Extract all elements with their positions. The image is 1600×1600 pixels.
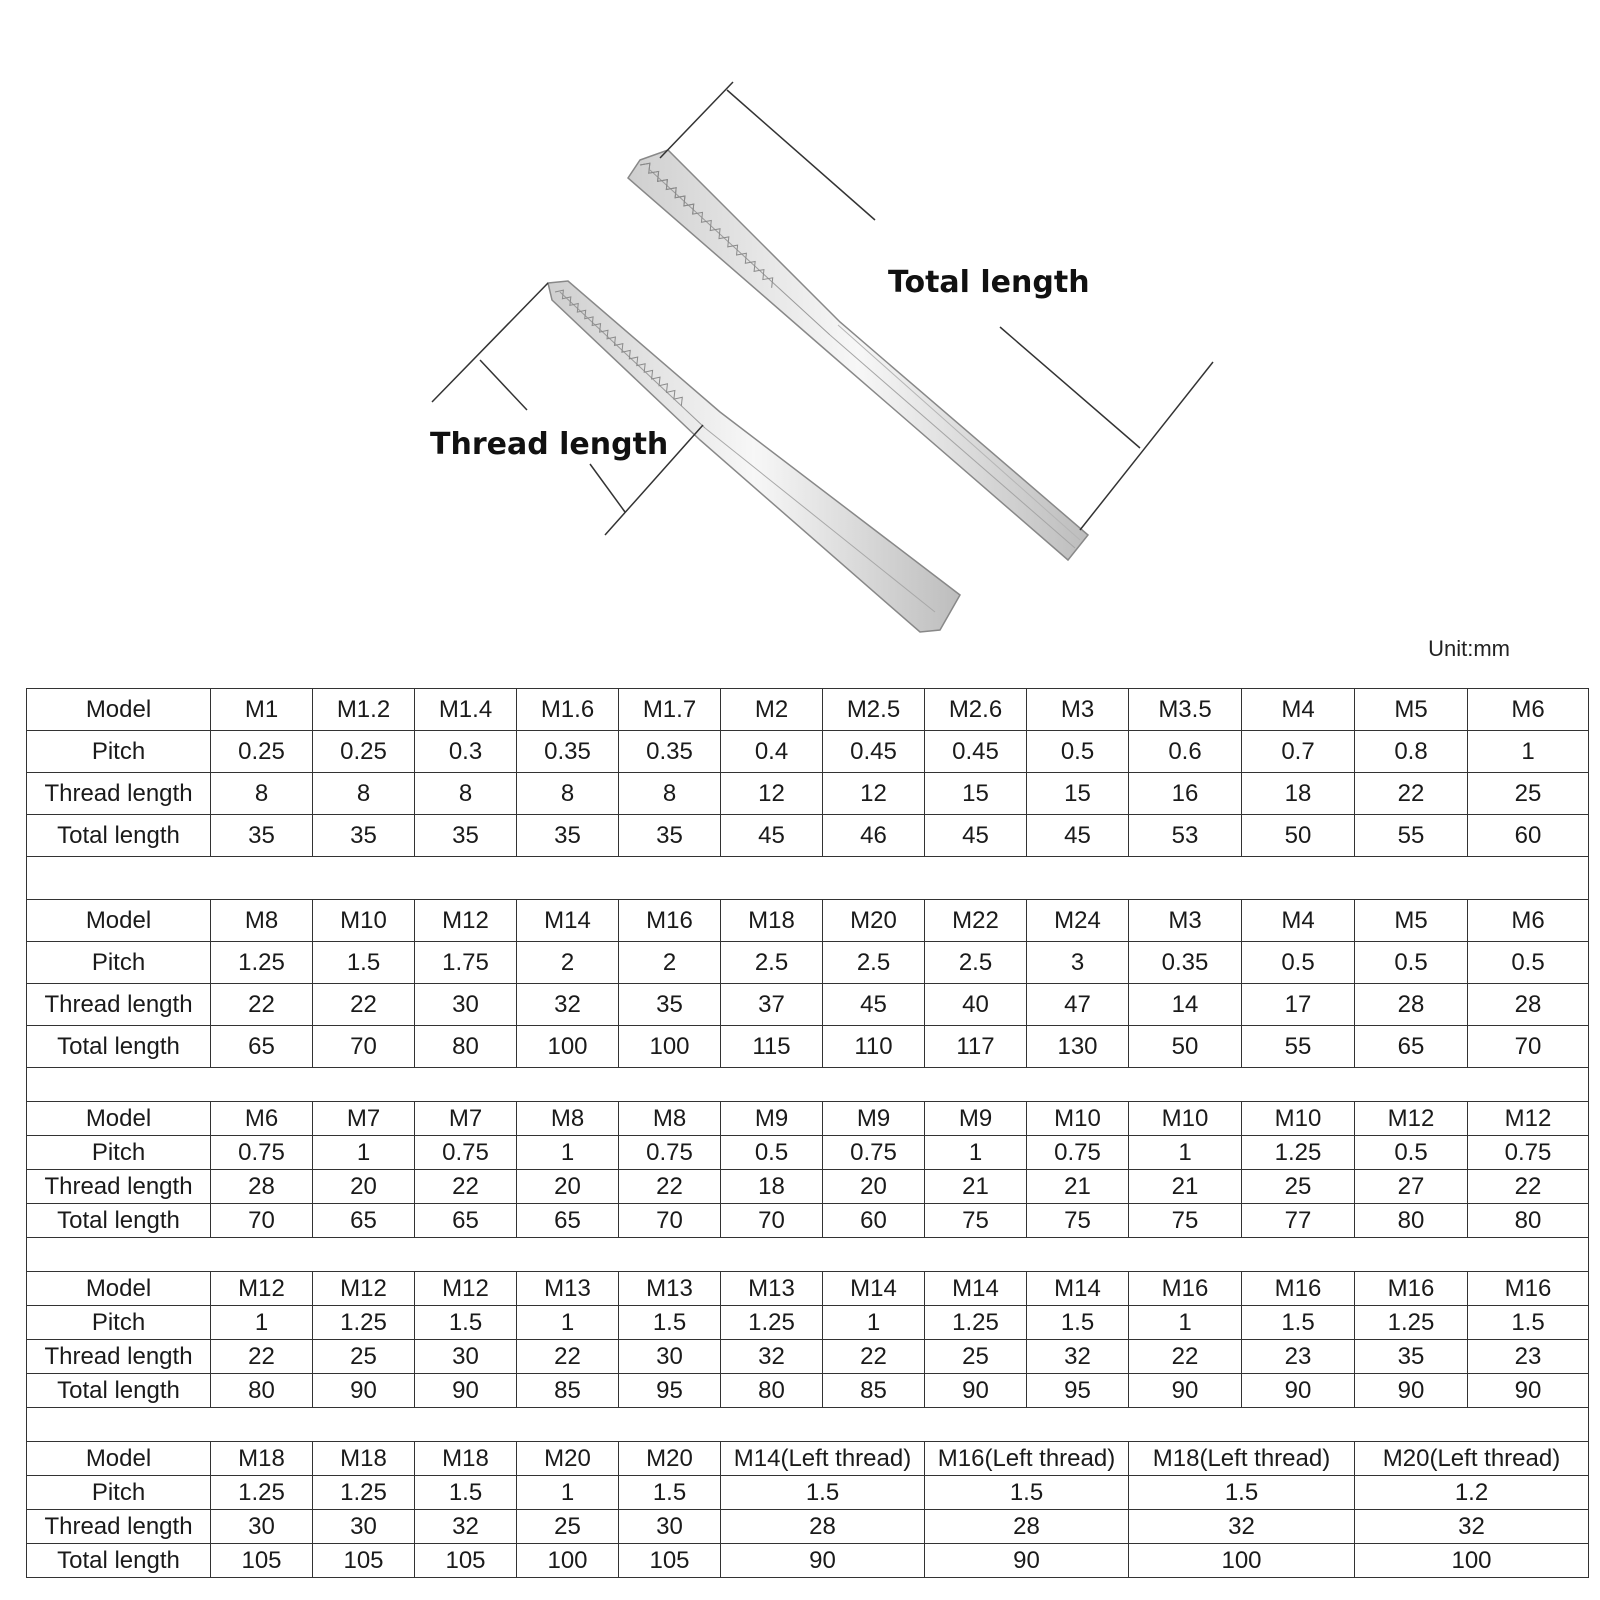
cell-model: M14: [823, 1272, 925, 1306]
cell-thread: 30: [313, 1510, 415, 1544]
cell-model: M18(Left thread): [1129, 1442, 1355, 1476]
cell-pitch: 0.75: [1027, 1136, 1129, 1170]
cell-total: 90: [925, 1374, 1027, 1408]
cell-thread: 25: [1242, 1170, 1355, 1204]
cell-model: M7: [313, 1102, 415, 1136]
cell-total: 35: [415, 815, 517, 857]
cell-total: 100: [517, 1026, 619, 1068]
cell-total: 105: [211, 1544, 313, 1578]
cell-model: M9: [721, 1102, 823, 1136]
cell-model: M12: [1355, 1102, 1468, 1136]
cell-total: 70: [721, 1204, 823, 1238]
cell-model: M18: [721, 900, 823, 942]
cell-total: 53: [1129, 815, 1242, 857]
row-label-thread: Thread length: [27, 773, 211, 815]
cell-total: 95: [1027, 1374, 1129, 1408]
cell-thread: 25: [313, 1340, 415, 1374]
cell-pitch: 1.5: [415, 1476, 517, 1510]
cell-total: 80: [721, 1374, 823, 1408]
cell-model: M22: [925, 900, 1027, 942]
cell-pitch: 1.5: [721, 1476, 925, 1510]
spec-row-total: [27, 815, 1589, 857]
cell-pitch: 1: [1129, 1306, 1242, 1340]
cell-pitch: 2.5: [823, 942, 925, 984]
spec-row-pitch: [27, 942, 1589, 984]
cell-model: M4: [1242, 689, 1355, 731]
cell-model: M3: [1129, 900, 1242, 942]
cell-pitch: 0.8: [1355, 731, 1468, 773]
cell-total: 105: [415, 1544, 517, 1578]
cell-pitch: 0.45: [823, 731, 925, 773]
cell-total: 90: [721, 1544, 925, 1578]
cell-pitch: 1: [517, 1306, 619, 1340]
cell-model: M10: [1242, 1102, 1355, 1136]
cell-thread: 16: [1129, 773, 1242, 815]
cell-thread: 22: [1129, 1340, 1242, 1374]
cell-thread: 22: [211, 1340, 313, 1374]
cell-pitch: 1: [211, 1306, 313, 1340]
cell-total: 85: [823, 1374, 925, 1408]
spec-table: [26, 688, 1589, 1578]
cell-pitch: 1.25: [721, 1306, 823, 1340]
cell-thread: 8: [211, 773, 313, 815]
cell-pitch: 2.5: [721, 942, 823, 984]
separator-cell: [27, 1408, 1589, 1442]
cell-thread: 18: [1242, 773, 1355, 815]
cell-pitch: 0.5: [1027, 731, 1129, 773]
cell-model: M10: [313, 900, 415, 942]
cell-thread: 27: [1355, 1170, 1468, 1204]
cell-thread: 12: [823, 773, 925, 815]
cell-thread: 37: [721, 984, 823, 1026]
cell-thread: 25: [925, 1340, 1027, 1374]
cell-model: M1.6: [517, 689, 619, 731]
cell-total: 45: [925, 815, 1027, 857]
cell-thread: 22: [415, 1170, 517, 1204]
row-label-total: Total length: [27, 815, 211, 857]
group-separator: [27, 1408, 1589, 1442]
cell-thread: 32: [1129, 1510, 1355, 1544]
cell-pitch: 0.25: [313, 731, 415, 773]
cell-thread: 22: [1468, 1170, 1589, 1204]
cell-total: 80: [415, 1026, 517, 1068]
cell-thread: 32: [721, 1340, 823, 1374]
cell-pitch: 1: [517, 1476, 619, 1510]
cell-pitch: 1.5: [313, 942, 415, 984]
cell-model: M7: [415, 1102, 517, 1136]
spec-row-total: [27, 1204, 1589, 1238]
cell-pitch: 1.75: [415, 942, 517, 984]
cell-model: M2.6: [925, 689, 1027, 731]
spec-row-total: [27, 1026, 1589, 1068]
unit-label: Unit:mm: [1428, 636, 1510, 661]
cell-pitch: 1.25: [925, 1306, 1027, 1340]
cell-total: 90: [1129, 1374, 1242, 1408]
cell-model: M14: [517, 900, 619, 942]
cell-total: 80: [1468, 1204, 1589, 1238]
cell-pitch: 2: [619, 942, 721, 984]
cell-total: 35: [313, 815, 415, 857]
cell-thread: 15: [1027, 773, 1129, 815]
cell-thread: 23: [1468, 1340, 1589, 1374]
cell-total: 65: [313, 1204, 415, 1238]
row-label-thread: Thread length: [27, 984, 211, 1026]
thread-length-label: Thread length: [430, 427, 669, 462]
cell-model: M20(Left thread): [1355, 1442, 1589, 1476]
cell-model: M2: [721, 689, 823, 731]
row-label-total: Total length: [27, 1544, 211, 1578]
cell-pitch: 0.25: [211, 731, 313, 773]
spec-row-model: [27, 1102, 1589, 1136]
cell-pitch: 1.25: [313, 1476, 415, 1510]
cell-total: 75: [1129, 1204, 1242, 1238]
row-label-model: Model: [27, 689, 211, 731]
cell-model: M8: [517, 1102, 619, 1136]
cell-model: M14: [1027, 1272, 1129, 1306]
cell-total: 70: [313, 1026, 415, 1068]
cell-thread: 30: [415, 984, 517, 1026]
separator-cell: [27, 1238, 1589, 1272]
cell-pitch: 0.6: [1129, 731, 1242, 773]
cell-total: 90: [1242, 1374, 1355, 1408]
cell-model: M16: [1468, 1272, 1589, 1306]
cell-thread: 21: [1027, 1170, 1129, 1204]
cell-total: 90: [415, 1374, 517, 1408]
cell-thread: 32: [415, 1510, 517, 1544]
spec-row-model: [27, 900, 1589, 942]
cell-pitch: 1.25: [211, 942, 313, 984]
cell-total: 45: [1027, 815, 1129, 857]
cell-total: 90: [1468, 1374, 1589, 1408]
spec-row-thread: [27, 1170, 1589, 1204]
cell-thread: 8: [415, 773, 517, 815]
cell-total: 55: [1242, 1026, 1355, 1068]
group-separator: [27, 857, 1589, 900]
cell-thread: 22: [211, 984, 313, 1026]
spec-row-total: [27, 1374, 1589, 1408]
cell-pitch: 1.5: [415, 1306, 517, 1340]
cell-pitch: 0.45: [925, 731, 1027, 773]
cell-pitch: 1.25: [1242, 1136, 1355, 1170]
cell-thread: 21: [925, 1170, 1027, 1204]
spec-row-thread: [27, 984, 1589, 1026]
row-label-total: Total length: [27, 1026, 211, 1068]
cell-thread: 28: [1355, 984, 1468, 1026]
cell-model: M12: [415, 900, 517, 942]
cell-thread: 30: [211, 1510, 313, 1544]
cell-model: M6: [1468, 900, 1589, 942]
cell-thread: 45: [823, 984, 925, 1026]
cell-total: 100: [517, 1544, 619, 1578]
cell-thread: 20: [823, 1170, 925, 1204]
cell-model: M9: [823, 1102, 925, 1136]
cell-thread: 30: [415, 1340, 517, 1374]
cell-model: M13: [619, 1272, 721, 1306]
cell-pitch: 2.5: [925, 942, 1027, 984]
cell-pitch: 1.25: [211, 1476, 313, 1510]
cell-pitch: 0.7: [1242, 731, 1355, 773]
row-label-thread: Thread length: [27, 1170, 211, 1204]
cell-pitch: 1.5: [1242, 1306, 1355, 1340]
cell-thread: 8: [313, 773, 415, 815]
cell-model: M5: [1355, 900, 1468, 942]
cell-model: M13: [517, 1272, 619, 1306]
cell-total: 80: [1355, 1204, 1468, 1238]
cell-thread: 32: [1355, 1510, 1589, 1544]
cell-total: 80: [211, 1374, 313, 1408]
cell-total: 46: [823, 815, 925, 857]
spec-row-model: [27, 1272, 1589, 1306]
cell-model: M3.5: [1129, 689, 1242, 731]
cell-pitch: 1.5: [1468, 1306, 1589, 1340]
cell-pitch: 0.75: [823, 1136, 925, 1170]
cell-pitch: 1.25: [313, 1306, 415, 1340]
cell-pitch: 0.75: [619, 1136, 721, 1170]
cell-pitch: 0.3: [415, 731, 517, 773]
row-label-model: Model: [27, 1272, 211, 1306]
cell-thread: 32: [517, 984, 619, 1026]
cell-thread: 32: [1027, 1340, 1129, 1374]
cell-total: 95: [619, 1374, 721, 1408]
cell-total: 65: [1355, 1026, 1468, 1068]
cell-pitch: 0.5: [1468, 942, 1589, 984]
cell-model: M3: [1027, 689, 1129, 731]
cell-total: 105: [619, 1544, 721, 1578]
cell-model: M16(Left thread): [925, 1442, 1129, 1476]
row-label-pitch: Pitch: [27, 1136, 211, 1170]
cell-model: M9: [925, 1102, 1027, 1136]
tap-illustration: [0, 0, 1600, 640]
spec-row-pitch: [27, 1306, 1589, 1340]
cell-model: M20: [517, 1442, 619, 1476]
cell-total: 50: [1242, 815, 1355, 857]
cell-pitch: 0.5: [1242, 942, 1355, 984]
cell-thread: 20: [517, 1170, 619, 1204]
cell-model: M10: [1129, 1102, 1242, 1136]
cell-model: M5: [1355, 689, 1468, 731]
cell-model: M20: [823, 900, 925, 942]
cell-thread: 25: [1468, 773, 1589, 815]
cell-thread: 21: [1129, 1170, 1242, 1204]
cell-total: 77: [1242, 1204, 1355, 1238]
cell-total: 70: [211, 1204, 313, 1238]
cell-total: 60: [1468, 815, 1589, 857]
row-label-thread: Thread length: [27, 1510, 211, 1544]
spec-row-thread: [27, 1340, 1589, 1374]
cell-thread: 8: [517, 773, 619, 815]
cell-pitch: 0.75: [1468, 1136, 1589, 1170]
cell-model: M20: [619, 1442, 721, 1476]
cell-model: M8: [619, 1102, 721, 1136]
cell-model: M10: [1027, 1102, 1129, 1136]
cell-pitch: 0.35: [517, 731, 619, 773]
cell-model: M13: [721, 1272, 823, 1306]
cell-pitch: 1.5: [925, 1476, 1129, 1510]
row-label-total: Total length: [27, 1204, 211, 1238]
cell-total: 100: [1355, 1544, 1589, 1578]
cell-model: M18: [313, 1442, 415, 1476]
cell-pitch: 1: [823, 1306, 925, 1340]
cell-thread: 17: [1242, 984, 1355, 1026]
spec-row-pitch: [27, 1136, 1589, 1170]
separator-cell: [27, 1068, 1589, 1102]
spec-row-model: [27, 1442, 1589, 1476]
cell-thread: 23: [1242, 1340, 1355, 1374]
cell-total: 70: [1468, 1026, 1589, 1068]
cell-model: M12: [313, 1272, 415, 1306]
cell-model: M2.5: [823, 689, 925, 731]
row-label-pitch: Pitch: [27, 942, 211, 984]
cell-model: M14: [925, 1272, 1027, 1306]
cell-model: M16: [1242, 1272, 1355, 1306]
cell-model: M16: [1355, 1272, 1468, 1306]
cell-model: M1.4: [415, 689, 517, 731]
cell-model: M6: [1468, 689, 1589, 731]
cell-thread: 12: [721, 773, 823, 815]
cell-pitch: 0.35: [619, 731, 721, 773]
cell-total: 60: [823, 1204, 925, 1238]
cell-thread: 40: [925, 984, 1027, 1026]
row-label-thread: Thread length: [27, 1340, 211, 1374]
cell-thread: 25: [517, 1510, 619, 1544]
cell-thread: 8: [619, 773, 721, 815]
cell-thread: 22: [1355, 773, 1468, 815]
cell-thread: 20: [313, 1170, 415, 1204]
cell-model: M1.2: [313, 689, 415, 731]
spec-row-thread: [27, 1510, 1589, 1544]
group-separator: [27, 1068, 1589, 1102]
thread-length-dimension: [432, 283, 703, 535]
cell-thread: 28: [1468, 984, 1589, 1026]
cell-model: M6: [211, 1102, 313, 1136]
cell-pitch: 1: [1129, 1136, 1242, 1170]
cell-pitch: 0.5: [721, 1136, 823, 1170]
spec-row-pitch: [27, 731, 1589, 773]
cell-thread: 28: [925, 1510, 1129, 1544]
cell-total: 100: [1129, 1544, 1355, 1578]
row-label-total: Total length: [27, 1374, 211, 1408]
cell-thread: 22: [517, 1340, 619, 1374]
spec-row-pitch: [27, 1476, 1589, 1510]
row-label-pitch: Pitch: [27, 1476, 211, 1510]
cell-pitch: 1.5: [1129, 1476, 1355, 1510]
cell-total: 110: [823, 1026, 925, 1068]
row-label-pitch: Pitch: [27, 731, 211, 773]
cell-total: 45: [721, 815, 823, 857]
cell-model: M12: [415, 1272, 517, 1306]
total-length-label: Total length: [888, 265, 1090, 300]
cell-pitch: 0.5: [1355, 942, 1468, 984]
cell-pitch: 0.35: [1129, 942, 1242, 984]
cell-pitch: 2: [517, 942, 619, 984]
cell-thread: 22: [619, 1170, 721, 1204]
spec-row-thread: [27, 773, 1589, 815]
cell-total: 50: [1129, 1026, 1242, 1068]
cell-model: M12: [1468, 1102, 1589, 1136]
cell-total: 115: [721, 1026, 823, 1068]
cell-total: 55: [1355, 815, 1468, 857]
spec-row-total: [27, 1544, 1589, 1578]
cell-thread: 28: [721, 1510, 925, 1544]
cell-total: 75: [1027, 1204, 1129, 1238]
cell-model: M8: [211, 900, 313, 942]
cell-total: 90: [925, 1544, 1129, 1578]
cell-total: 100: [619, 1026, 721, 1068]
cell-total: 35: [619, 815, 721, 857]
cell-total: 130: [1027, 1026, 1129, 1068]
cell-pitch: 0.5: [1355, 1136, 1468, 1170]
cell-model: M14(Left thread): [721, 1442, 925, 1476]
large-tap-drawing: [628, 150, 1088, 560]
cell-thread: 35: [1355, 1340, 1468, 1374]
cell-total: 85: [517, 1374, 619, 1408]
cell-thread: 15: [925, 773, 1027, 815]
cell-total: 90: [1355, 1374, 1468, 1408]
cell-pitch: 1: [517, 1136, 619, 1170]
cell-thread: 47: [1027, 984, 1129, 1026]
cell-model: M24: [1027, 900, 1129, 942]
cell-total: 105: [313, 1544, 415, 1578]
cell-pitch: 0.4: [721, 731, 823, 773]
cell-total: 35: [517, 815, 619, 857]
cell-model: M1: [211, 689, 313, 731]
cell-pitch: 0.75: [415, 1136, 517, 1170]
cell-model: M16: [619, 900, 721, 942]
cell-pitch: 1.25: [1355, 1306, 1468, 1340]
cell-pitch: 1: [925, 1136, 1027, 1170]
cell-pitch: 1.2: [1355, 1476, 1589, 1510]
cell-model: M1.7: [619, 689, 721, 731]
cell-thread: 30: [619, 1340, 721, 1374]
cell-thread: 22: [313, 984, 415, 1026]
group-separator: [27, 1238, 1589, 1272]
cell-pitch: 1.5: [1027, 1306, 1129, 1340]
separator-cell: [27, 857, 1589, 900]
cell-model: M16: [1129, 1272, 1242, 1306]
cell-pitch: 1: [313, 1136, 415, 1170]
cell-total: 65: [211, 1026, 313, 1068]
cell-total: 35: [211, 815, 313, 857]
cell-pitch: 0.75: [211, 1136, 313, 1170]
row-label-model: Model: [27, 900, 211, 942]
cell-thread: 22: [823, 1340, 925, 1374]
cell-pitch: 1: [1468, 731, 1589, 773]
cell-model: M18: [211, 1442, 313, 1476]
cell-total: 65: [415, 1204, 517, 1238]
row-label-model: Model: [27, 1102, 211, 1136]
row-label-pitch: Pitch: [27, 1306, 211, 1340]
cell-model: M4: [1242, 900, 1355, 942]
cell-pitch: 1.5: [619, 1306, 721, 1340]
cell-total: 75: [925, 1204, 1027, 1238]
cell-total: 65: [517, 1204, 619, 1238]
cell-model: M18: [415, 1442, 517, 1476]
row-label-model: Model: [27, 1442, 211, 1476]
cell-total: 90: [313, 1374, 415, 1408]
cell-model: M12: [211, 1272, 313, 1306]
cell-total: 70: [619, 1204, 721, 1238]
cell-total: 117: [925, 1026, 1027, 1068]
cell-pitch: 1.5: [619, 1476, 721, 1510]
cell-pitch: 3: [1027, 942, 1129, 984]
cell-thread: 35: [619, 984, 721, 1026]
cell-thread: 30: [619, 1510, 721, 1544]
cell-thread: 18: [721, 1170, 823, 1204]
cell-thread: 14: [1129, 984, 1242, 1026]
cell-thread: 28: [211, 1170, 313, 1204]
spec-row-model: [27, 689, 1589, 731]
